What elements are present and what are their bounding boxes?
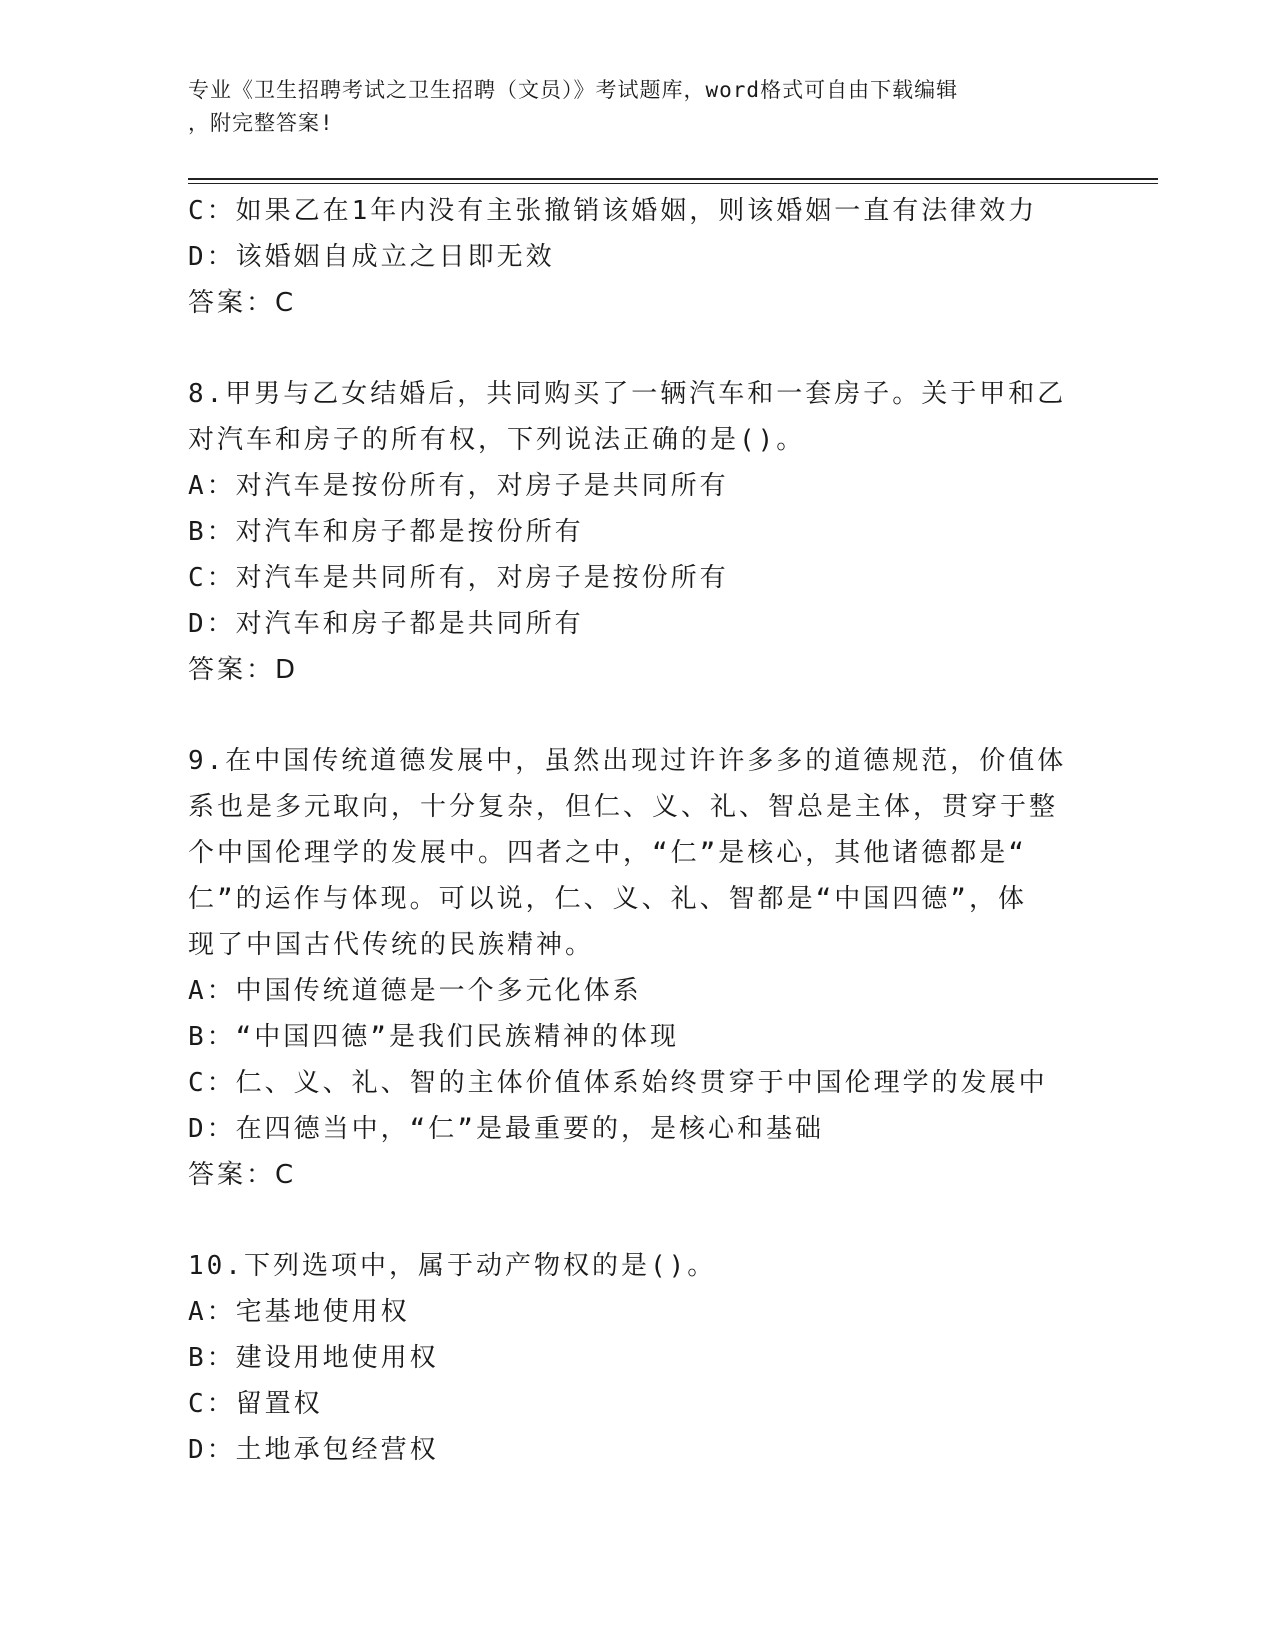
q9-stem-line-2: 系也是多元取向，十分复杂，但仁、义、礼、智总是主体，贯穿于整 — [188, 792, 1059, 822]
q9-stem-line-5: 现了中国古代传统的民族精神。 — [188, 930, 595, 960]
q9-answer: 答案：C — [188, 1160, 297, 1190]
q7-option-d: D：该婚姻自成立之日即无效 — [188, 242, 555, 272]
question-list — [188, 188, 1088, 1473]
header-line-2: ，附完整答案! — [188, 111, 334, 135]
q8-option-d: D：对汽车和房子都是共同所有 — [188, 609, 584, 639]
question-gap — [188, 326, 1088, 371]
q9-stem-line-1: 9.在中国传统道德发展中，虽然出现过许许多多的道德规范，价值体 — [188, 746, 1067, 776]
q9-stem-line-4: 仁”的运作与体现。可以说，仁、义、礼、智都是“中国四德”，体 — [188, 884, 1027, 914]
q10-option-a: A：宅基地使用权 — [188, 1297, 410, 1327]
question-gap — [188, 693, 1088, 738]
question-8 — [188, 371, 1088, 693]
q9-option-a: A：中国传统道德是一个多元化体系 — [188, 976, 642, 1006]
q7-option-c: C：如果乙在1年内没有主张撤销该婚姻，则该婚姻一直有法律效力 — [188, 196, 1038, 226]
document-header — [188, 74, 1068, 140]
q8-option-b: B：对汽车和房子都是按份所有 — [188, 517, 584, 547]
header-line-1: 专业《卫生招聘考试之卫生招聘（文员）》考试题库，word格式可自由下载编辑 — [188, 78, 959, 102]
question-9 — [188, 738, 1088, 1198]
q8-option-c: C：对汽车是共同所有，对房子是按份所有 — [188, 563, 729, 593]
header-rule-thin — [188, 183, 1158, 184]
header-rule-thick — [188, 178, 1158, 180]
q9-stem-line-3: 个中国伦理学的发展中。四者之中，“仁”是核心，其他诸德都是“ — [188, 838, 1027, 868]
q10-stem-line-1: 10.下列选项中，属于动产物权的是()。 — [188, 1251, 717, 1281]
q9-option-c: C：仁、义、礼、智的主体价值体系始终贯穿于中国伦理学的发展中 — [188, 1068, 1048, 1098]
q8-option-a: A：对汽车是按份所有，对房子是共同所有 — [188, 471, 729, 501]
q9-option-b: B：“中国四德”是我们民族精神的体现 — [188, 1022, 679, 1052]
q8-stem-line-1: 8.甲男与乙女结婚后，共同购买了一辆汽车和一套房子。关于甲和乙 — [188, 379, 1067, 409]
q9-option-d: D：在四德当中，“仁”是最重要的，是核心和基础 — [188, 1114, 824, 1144]
q10-option-b: B：建设用地使用权 — [188, 1343, 439, 1373]
question-10 — [188, 1243, 1088, 1473]
q10-option-d: D：土地承包经营权 — [188, 1435, 439, 1465]
q7-answer: 答案：C — [188, 288, 297, 318]
q8-stem-line-2: 对汽车和房子的所有权，下列说法正确的是()。 — [188, 425, 806, 455]
question-7-tail — [188, 188, 1088, 326]
question-gap — [188, 1198, 1088, 1243]
q10-option-c: C：留置权 — [188, 1389, 323, 1419]
q8-answer: 答案：D — [188, 655, 299, 685]
